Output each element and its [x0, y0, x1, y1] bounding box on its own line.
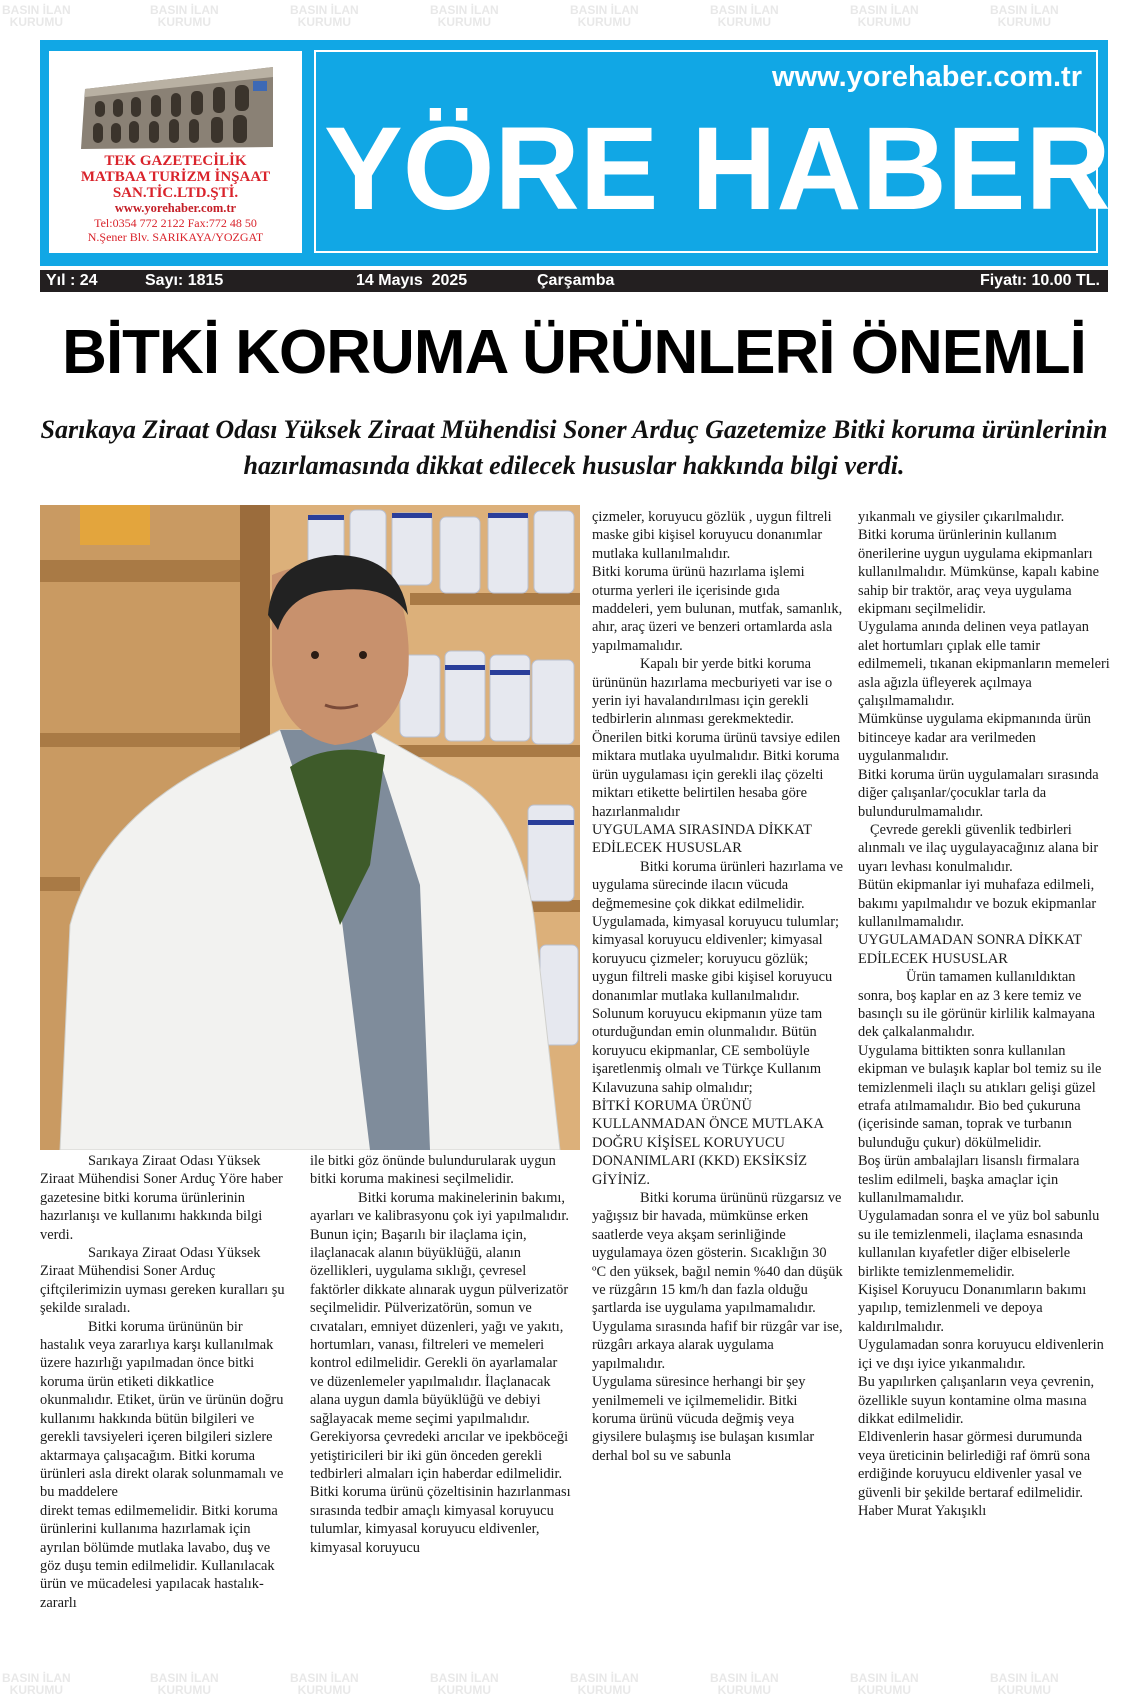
- article-paragraph: Boş ürün ambalajları lisanslı firmalara teslim edilmeli, başka amaçlar için kullanılmamalıdır.: [858, 1153, 1080, 1207]
- publisher-name-line: SAN.TİC.LTD.ŞTİ.: [112, 185, 239, 201]
- watermark-line: BASIN İLAN: [990, 3, 1059, 17]
- watermark-line: BASIN İLAN: [290, 3, 359, 17]
- article-paragraph: Uygulama bittikten sonra kullanılan ekipman ve bulaşık kaplar bol temiz su ile temizlenmeli ilaçlı su atıkları gelişi güzel etrafa atılmamalıdır. Bio bed çukuruna (içerisinde saman, toprak ve turbanın bulunduğu çukur) dökülmelidir.: [858, 1042, 1102, 1151]
- article-paragraph: Sarıkaya Ziraat Odası Yüksek Ziraat Mühendisi Soner Arduç Yöre haber gazetesine bitki koruma ürünlerinin hazırlanışı ve kullanımı hakkında bilgi verdi.: [40, 1153, 283, 1243]
- watermark-text: [150, 1672, 219, 1696]
- watermark-line: KURUMU: [297, 1683, 351, 1697]
- publisher-website: www.yorehaber.com.tr: [114, 201, 237, 215]
- watermark-line: KURUMU: [857, 15, 911, 29]
- watermark-line: KURUMU: [997, 15, 1051, 29]
- watermark-line: BASIN İLAN: [430, 3, 499, 17]
- watermark-line: KURUMU: [997, 1683, 1051, 1697]
- watermark-text: [990, 4, 1059, 28]
- watermark-line: BASIN İLAN: [850, 1671, 919, 1685]
- watermark-line: KURUMU: [297, 15, 351, 29]
- watermark-text: [850, 1672, 919, 1696]
- article-paragraph: Bitki koruma ürünü hazırlama işlemi oturma yerleri ile içerisinde gıda maddeleri, yem bulunan, mutfak, samanlık, ahır, araç üzeri ve benzeri ortamlarda asla yapılmamalıdır.: [592, 564, 843, 654]
- issue-price: Fiyatı: 10.00 TL.: [979, 272, 1100, 289]
- watermark-text: [290, 4, 359, 28]
- article-paragraph: Bitki koruma ürünleri hazırlama ve uygulama sürecinde ilacın vücuda değmemesine çok dikkat edilmelidir. Uygulamada, kimyasal koruyucu tulumlar; kimyasal koruyucu eldivenler; kimyasal koruyucu çizmeler; koruyucu gözlük; uygun filtreli maske gibi kişisel koruyucu donanımlar mutlaka kullanılmalıdır.: [592, 858, 844, 1004]
- watermark-line: BASIN İLAN: [290, 1671, 359, 1685]
- article-photo: [40, 505, 580, 1150]
- watermark-text: [710, 4, 779, 28]
- article-column-3: [592, 508, 844, 1465]
- section-heading: BİTKİ KORUMA ÜRÜNÜ KULLANMADAN ÖNCE MUTLAKA DOĞRU KİŞİSEL KORUYUCU DONANIMLARI (KKD) EKSİKSİZ GİYİNİZ.: [592, 1098, 824, 1188]
- article-paragraph: Kapalı bir yerde bitki koruma ürününün hazırlama mecburiyeti var ise o yerin iyi havalandırılması için gerekli tedbirlerin alınması gerekmektedir. Önerilen bitki koruma ürünü tavsiye edilen miktara mutlaka uyulmalıdır. Bitki koruma ürün uygulaması için gerekli ilaç çözelti miktarı etikette belirtilen hesaba göre hazırlanmalıdır: [592, 656, 841, 820]
- watermark-line: BASIN İLAN: [850, 3, 919, 17]
- publisher-info: [49, 153, 302, 244]
- newspaper-title: YÖRE HABER: [324, 103, 1111, 235]
- watermark-line: BASIN İLAN: [2, 3, 71, 17]
- watermark-text: [430, 4, 499, 28]
- article-paragraph: çizmeler, koruyucu gözlük , uygun filtreli maske gibi kişisel koruyucu donanımlar mutlaka kullanılmalıdır.: [592, 509, 832, 562]
- article-paragraph: ile bitki göz önünde bulundurularak uygun bitki koruma makinesi seçilmelidir.: [310, 1153, 556, 1188]
- ruins-logo-icon: [77, 63, 277, 153]
- publisher-phone: Tel:0354 772 2122 Fax:772 48 50: [94, 216, 257, 230]
- article-paragraph: Sarıkaya Ziraat Odası Yüksek Ziraat Mühendisi Soner Arduç çiftçilerimizin uyması gereken kuralları şu şekilde sıraladı.: [40, 1245, 285, 1317]
- publisher-box: [49, 51, 302, 253]
- watermark-text: [990, 1672, 1059, 1696]
- watermark-line: BASIN İLAN: [150, 3, 219, 17]
- issue-number: Sayı: 1815: [145, 272, 224, 289]
- article-paragraph: Ürün tamamen kullanıldıktan sonra, boş kaplar en az 3 kere temiz ve basınçlı su ile görünür kirlilik kalmayana dek çalkalanmalıdır.: [858, 969, 1095, 1041]
- publisher-name-line: TEK GAZETECİLİK: [104, 153, 247, 169]
- newspaper-title-box: [314, 50, 1111, 253]
- watermark-line: KURUMU: [577, 15, 631, 29]
- watermark-line: KURUMU: [857, 1683, 911, 1697]
- watermark-line: KURUMU: [717, 15, 771, 29]
- article-paragraph: Eldivenlerin hasar görmesi durumunda veya üreticinin belirlediği raf ömrü sona erdiğinde koruyucu eldivenler yasal ve güvenli bir şekilde bertaraf edilmelidir. Haber Murat Yakışıklı: [858, 1429, 1091, 1519]
- article-paragraph: direkt temas edilmemelidir. Bitki koruma ürünlerini kullanıma hazırlamak için ayrılan bölümde mutlaka lavabo, duş ve göz duşu temin edilmelidir. Kullanılacak ürün ve mücadelesi yapılacak hastalık-zararlı: [40, 1502, 278, 1611]
- article-column-4: [858, 508, 1112, 1520]
- watermark-text: [710, 1672, 779, 1696]
- watermark-text: [150, 4, 219, 28]
- article-paragraph: Bu yapılırken çalışanların veya çevrenin, özellikle suyun kontamine olma masına dikkat edilmelidir.: [858, 1374, 1095, 1427]
- article-subheadline: Sarıkaya Ziraat Odası Yüksek Ziraat Mühendisi Soner Arduç Gazetemize Bitki koruma ürünlerinin hazırlamasında dikkat edilecek hususlar hakkında bilgi verdi.: [40, 415, 1108, 480]
- watermark-line: BASIN İLAN: [430, 1671, 499, 1685]
- issue-weekday: Çarşamba: [537, 272, 615, 289]
- publisher-address: N.Şener Blv. SARIKAYA/YOZGAT: [87, 230, 264, 244]
- watermark-line: BASIN İLAN: [150, 1671, 219, 1685]
- watermark-text: [570, 1672, 639, 1696]
- article-paragraph: Bitki koruma ürün uygulamaları sırasında diğer çalışanlar/çocuklar tarla da bulundurulmamalıdır.: [858, 766, 1099, 820]
- article-column-2: [310, 1152, 572, 1557]
- article-paragraph: Mümkünse uygulama ekipmanında ürün bitinceye kadar ara verilmeden uygulanmalıdır.: [858, 711, 1092, 765]
- watermark-line: BASIN İLAN: [2, 1671, 71, 1685]
- article-paragraph: Kişisel Koruyucu Donanımların bakımı yapılıp, temizlenmeli ve depoya kaldırılmalıdır.: [858, 1282, 1087, 1335]
- watermark-line: KURUMU: [437, 15, 491, 29]
- article-paragraph: yıkanmalı ve giysiler çıkarılmalıdır.: [858, 509, 1065, 525]
- article-paragraph: Bitki koruma ürününü rüzgarsız ve yağışsız bir havada, mümkünse erken saatlerde veya akşam serinliğinde uygulamaya özen gösterin. Sıcaklığın 30 ºC den yüksek, bağıl nemin %40 dan düşük ve rüzgârın 15 km/h dan fazla olduğu şartlarda ise uygulama yapılmamalıdır.: [592, 1190, 843, 1317]
- watermark-line: KURUMU: [157, 15, 211, 29]
- article-paragraph: Uygulama anında delinen veya patlayan alet hortumları çıplak elle tamir edilmemeli, tıkanan ekipmanların memeleri asla ağızla üfleyerek açılmaya çalışılmamalıdır.: [858, 619, 1110, 710]
- section-heading: UYGULAMA SIRASINDA DİKKAT EDİLECEK HUSUSLAR: [592, 821, 812, 857]
- portrait-image-icon: [40, 505, 580, 1150]
- masthead: [40, 40, 1111, 266]
- watermark-line: BASIN İLAN: [710, 3, 779, 17]
- watermark-text: [290, 1672, 359, 1696]
- article-column-1: [40, 1152, 290, 1612]
- article-paragraph: Uygulama sırasında hafif bir rüzgâr var ise, rüzgârı arkaya alarak uygulama yapılmalıdır.: [592, 1318, 843, 1372]
- watermark-text: [2, 4, 71, 28]
- watermark-line: KURUMU: [437, 1683, 491, 1697]
- article-paragraph: Uygulama süresince herhangi bir şey yenilmemeli ve içilmemelidir. Bitki koruma ürünü vücuda değmiş veya giysilere bulaşmış ise bulaşan kısımlar derhal bol su ve sabunla: [592, 1374, 815, 1464]
- section-heading: UYGULAMADAN SONRA DİKKAT EDİLECEK HUSUSLAR: [858, 932, 1082, 967]
- issue-date: 14 Mayıs 2025: [356, 272, 468, 289]
- watermark-text: [430, 1672, 499, 1696]
- article-paragraph: Bitki koruma ürününün bir hastalık veya zararlıya karşı kullanılmak üzere hazırlığı yapılmadan önce bitki koruma ürün etiketi dikkatlice okunmalıdır. Etiket, ürün ve ürünün doğru kullanımı hakkında bütün bilgileri ve gerekli tavsiyeleri içeren bilgileri sizlere aktarmaya çalışacağım. Bitki koruma ürünleri asla direkt olarak solunmamalı ve bu maddelere: [40, 1318, 284, 1501]
- watermark-text: [2, 1672, 71, 1696]
- watermark-line: KURUMU: [717, 1683, 771, 1697]
- article-paragraph: Uygulamadan sonra koruyucu eldivenlerin içi ve dışı iyice yıkanmalıdır.: [858, 1337, 1104, 1372]
- watermark-line: KURUMU: [157, 1683, 211, 1697]
- article-paragraph: Bütün ekipmanlar iyi muhafaza edilmeli, bakımı yapılmalıdır ve bozuk ekipmanlar kullanılmamalıdır.: [858, 877, 1097, 930]
- publisher-name-line: MATBAA TURİZM İNŞAAT: [80, 169, 271, 185]
- watermark-line: BASIN İLAN: [710, 1671, 779, 1685]
- article-paragraph: Çevrede gerekli güvenlik tedbirleri alınmalı ve ilaç uygulayacağınız alana bir uyarı levhası konulmalıdır.: [858, 821, 1099, 875]
- article-headline: BİTKİ KORUMA ÜRÜNLERİ ÖNEMLİ: [62, 318, 1086, 387]
- article-paragraph: Bitki koruma ürünlerinin kullanım önerilerine uygun uygulama ekipmanları kullanılmalıdır. Mümkünse, kapalı kabine sahip bir traktör, araç veya uygulama ekipmanı seçilmelidir.: [858, 527, 1100, 618]
- watermark-line: KURUMU: [9, 15, 63, 29]
- watermark-line: BASIN İLAN: [570, 1671, 639, 1685]
- watermark-line: BASIN İLAN: [990, 1671, 1059, 1685]
- watermark-text: [850, 4, 919, 28]
- watermark-line: BASIN İLAN: [570, 3, 639, 17]
- site-url: www.yorehaber.com.tr: [772, 61, 1082, 93]
- watermark-line: KURUMU: [9, 1683, 63, 1697]
- issue-year: Yıl : 24: [46, 272, 98, 289]
- watermark-text: [570, 4, 639, 28]
- article-paragraph: Bitki koruma makinelerinin bakımı, ayarları ve kalibrasyonu çok iyi yapılmalıdır. Bunun için; Başarılı bir ilaçlama için, ilaçlanacak alanın büyüklüğü, alanın özellikleri, uygulama sıklığı, çevresel faktörler dikkate alınarak uygun pülverizatör seçilmelidir. Pülverizatörün, somun ve cıvataları, emniyet düzenleri, yağı ve yakıtı, hortumları, vanası, filtreleri ve memeleri kontrol edilmelidir. Gerekli ön ayarlamalar ve düzenlemeler yapılmalıdır. İlaçlanacak alana uygun damla büyüklüğü ve debiyi sağlayacak meme seçimi yapılmalıdır. Gerekiyorsa çevredeki arıcılar ve ipekböceği yetiştiricileri bir iki gün önceden gerekli tedbirleri almaları için haberdar edilmelidir. Bitki koruma ürünü çözeltisinin hazırlanması sırasında tedbir amaçlı kimyasal koruyucu tulumlar, kimyasal koruyucu eldivenler, kimyasal koruyucu: [310, 1189, 571, 1556]
- article-paragraph: Solunum koruyucu ekipmanın yüze tam oturduğundan emin olunmalıdır. Bütün koruyucu ekipmanlar, CE sembolüyle işaretlenmiş olmalı ve Türkçe Kullanım Kılavuzuna sahip olmalıdır;: [592, 1005, 823, 1096]
- watermark-line: KURUMU: [577, 1683, 631, 1697]
- issue-info-bar: [40, 270, 1108, 292]
- article-paragraph: Uygulamadan sonra el ve yüz bol sabunlu su ile temizlenmeli, ilaçlama esnasında kullanılan kıyafetler diğer elbiselerle birlikte temizlenmemelidir.: [858, 1208, 1100, 1280]
